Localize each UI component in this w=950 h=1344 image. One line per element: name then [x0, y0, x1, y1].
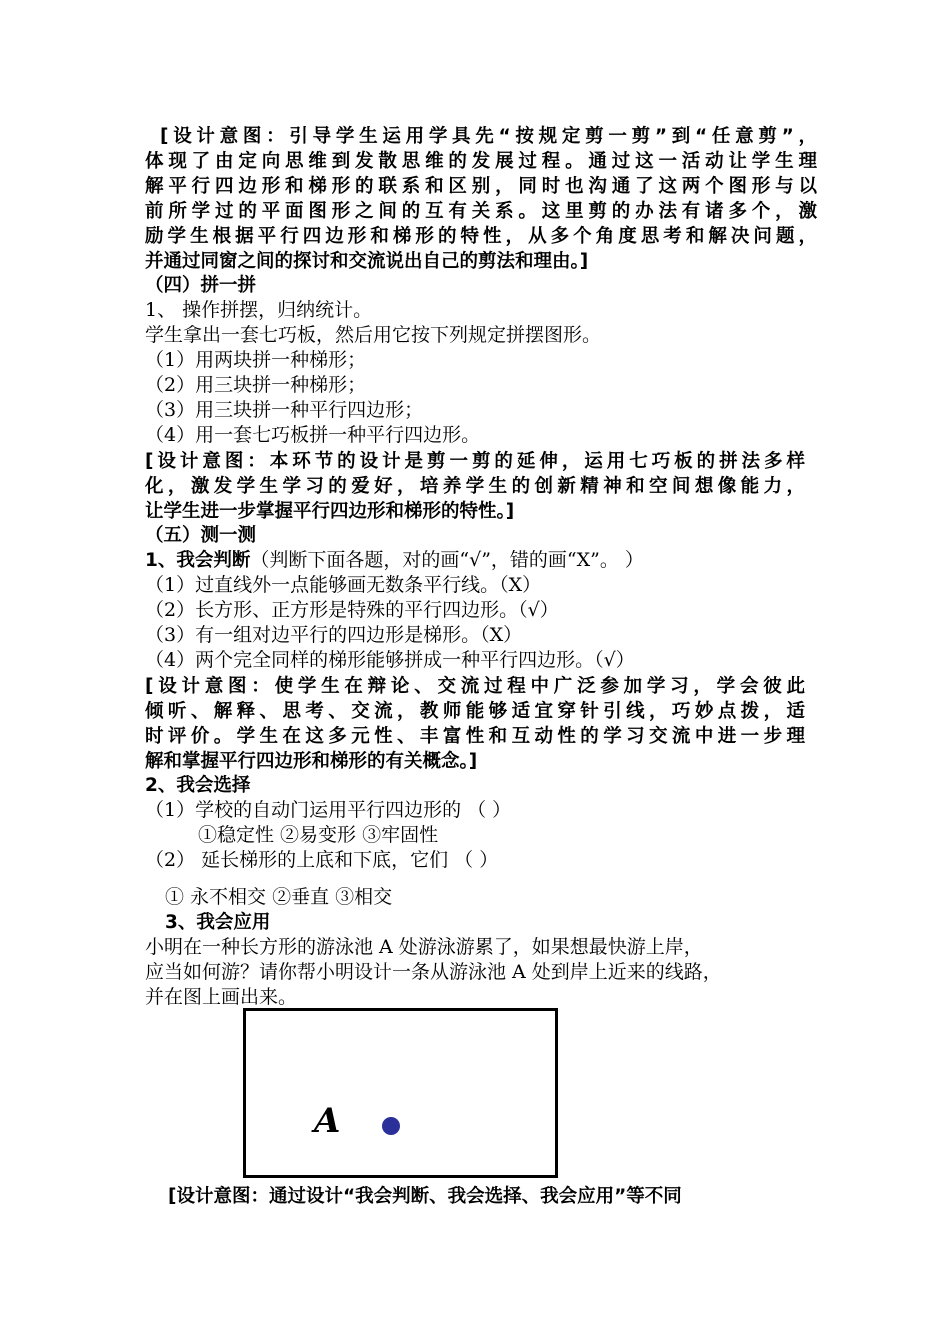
intent1-line-1: [设计意图：引导学生运用学具先“按规定剪一剪”到“任意剪”，: [160, 126, 817, 147]
pool-point-label: A: [314, 1101, 341, 1141]
section4-intent-line-2: 化，激发学生学习的爱好，培养学生的创新精神和空间想像能力，: [145, 476, 805, 497]
section4-task-2: （2）用三块拼一种梯形；: [145, 374, 367, 396]
pool-point-dot: [382, 1117, 400, 1135]
judge-line: [145, 548, 644, 573]
section5-heading: （五）测一测: [145, 525, 257, 546]
section4-heading: （四）拼一拼: [145, 275, 257, 296]
choose-question-2: （2） 延长梯形的上底和下底，它们 （ ）: [145, 849, 499, 871]
apply-title: 3、我会应用: [165, 912, 271, 933]
judge-item-2: （2）长方形、正方形是特殊的平行四边形。（√）: [145, 599, 559, 621]
section4-intro: 学生拿出一套七巧板，然后用它按下列规定拼摆图形。: [145, 324, 602, 346]
intent1-line-5: 励学生根据平行四边形和梯形的特性，从多个角度思考和解决问题，: [145, 226, 817, 247]
section5-intent-line-1: [设计意图：使学生在辩论、交流过程中广泛参加学习，学会彼此: [145, 676, 805, 697]
intent1-line-2: 体现了由定向思维到发散思维的发展过程。通过这一活动让学生理: [145, 151, 817, 172]
intent-last-line: [设计意图：通过设计“我会判断、我会选择、我会应用”等不同: [168, 1186, 682, 1207]
section4-task-4: （4）用一套七巧板拼一种平行四边形。: [145, 424, 481, 446]
section5-intent-line-2: 倾听、解释、思考、交流，教师能够适宜穿针引线，巧妙点拨，适: [145, 701, 805, 722]
choose-title: 2、我会选择: [145, 775, 251, 796]
section4-task-3: （3）用三块拼一种平行四边形；: [145, 399, 424, 421]
judge-title: 1、我会判断: [145, 550, 251, 571]
choose-question-2-options: ① 永不相交 ②垂直 ③相交: [165, 886, 393, 908]
section4-task-1: （1）用两块拼一种梯形；: [145, 349, 367, 371]
swimming-pool-diagram: [243, 1008, 558, 1178]
section5-intent-line-3: 时评价。学生在这多元性、丰富性和互动性的学习交流中进一步理: [145, 726, 805, 747]
apply-text-line-3: 并在图上画出来。: [145, 986, 298, 1008]
judge-item-4: （4）两个完全同样的梯形能够拼成一种平行四边形。（√）: [145, 649, 635, 671]
intent1-line-4: 前所学过的平面图形之间的互有关系。这里剪的办法有诸多个，激: [145, 201, 817, 222]
apply-text-line-1: 小明在一种长方形的游泳池 A 处游泳游累了，如果想最快游上岸，: [145, 936, 703, 958]
judge-item-1: （1）过直线外一点能够画无数条平行线。（X）: [145, 574, 542, 596]
judge-note: （判断下面各题，对的画“√”，错的画“X”。 ）: [250, 549, 644, 571]
intent1-line-3: 解平行四边形和梯形的联系和区别，同时也沟通了这两个图形与以: [145, 176, 817, 197]
section4-item1: 1、 操作拼摆，归纳统计。: [145, 299, 373, 321]
section4-intent-line-1: [设计意图：本环节的设计是剪一剪的延伸，运用七巧板的拼法多样: [145, 451, 805, 472]
apply-text-line-2: 应当如何游？请你帮小明设计一条从游泳池 A 处到岸上近来的线路，: [145, 961, 722, 983]
choose-question-1: （1）学校的自动门运用平行四边形的 （ ）: [145, 799, 512, 821]
intent1-line-6: 并通过同窗之间的探讨和交流说出自己的剪法和理由。]: [145, 251, 589, 272]
section5-intent-line-4: 解和掌握平行四边形和梯形的有关概念。]: [145, 751, 478, 772]
judge-item-3: （3）有一组对边平行的四边形是梯形。（X）: [145, 624, 523, 646]
choose-question-1-options: ①稳定性 ②易变形 ③牢固性: [198, 824, 439, 846]
section4-intent-line-3: 让学生进一步掌握平行四边形和梯形的特性。]: [145, 501, 515, 522]
